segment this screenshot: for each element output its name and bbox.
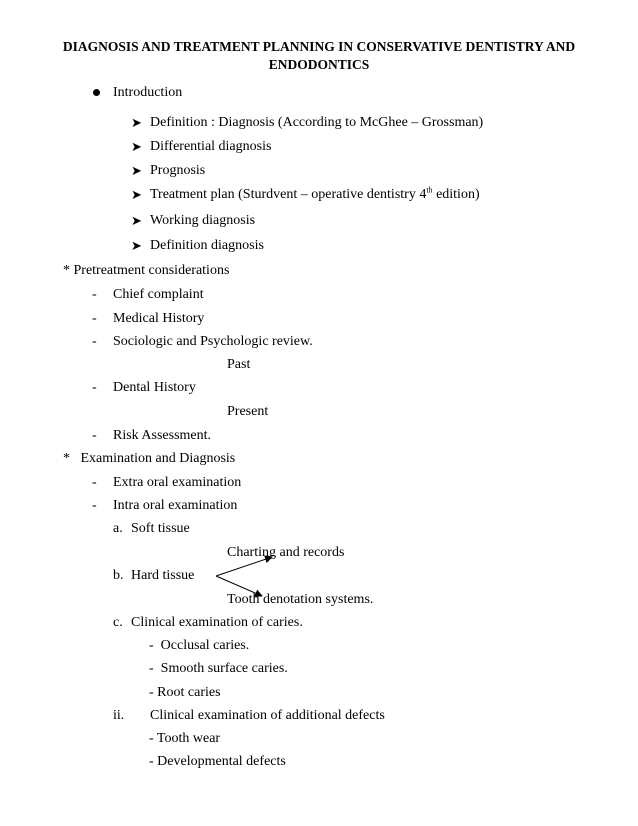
intro-item-prognosis: Prognosis xyxy=(150,163,206,178)
arrow-bullet-icon: ➤ xyxy=(131,163,142,178)
dash-marker: - xyxy=(92,311,97,326)
list-marker-ii: ii. xyxy=(113,708,125,723)
examination-heading: * Examination and Diagnosis xyxy=(63,451,236,466)
chief-complaint: Chief complaint xyxy=(113,287,204,302)
root-caries: - Root caries xyxy=(149,685,221,700)
extra-oral-examination: Extra oral examination xyxy=(113,475,242,490)
treatment-plan-text: Treatment plan (Sturdvent – operative dentistry 4 xyxy=(150,187,427,202)
arrow-bullet-icon: ➤ xyxy=(131,238,142,253)
medical-history: Medical History xyxy=(113,311,205,326)
developmental-defects: - Developmental defects xyxy=(149,754,286,769)
past-label: Past xyxy=(227,357,251,372)
occlusal-caries: - Occlusal caries. xyxy=(149,638,250,653)
arrow-bullet-icon: ➤ xyxy=(131,115,142,130)
pretreatment-heading: * Pretreatment considerations xyxy=(63,263,230,278)
dash-marker: - xyxy=(92,498,97,513)
smooth-surface-caries: - Smooth surface caries. xyxy=(149,661,288,676)
present-label: Present xyxy=(227,404,269,419)
list-marker-c: c. xyxy=(113,615,123,630)
risk-assessment: Risk Assessment. xyxy=(113,428,212,443)
arrow-bullet-icon: ➤ xyxy=(131,187,142,202)
arrow-to-tooth-denotation xyxy=(216,576,262,596)
list-marker-b: b. xyxy=(113,568,124,583)
dash-marker: - xyxy=(92,428,97,443)
arrow-to-charting xyxy=(216,557,272,576)
arrow-bullet-icon: ➤ xyxy=(131,139,142,154)
arrow-bullet-icon: ➤ xyxy=(131,213,142,228)
intro-label: Introduction xyxy=(113,85,183,100)
intro-item-definition-diagnosis: Definition diagnosis xyxy=(150,238,264,253)
treatment-plan-superscript: th xyxy=(426,185,433,195)
dash-marker: - xyxy=(92,475,97,490)
intra-oral-examination: Intra oral examination xyxy=(113,498,238,513)
page-title: DIAGNOSIS AND TREATMENT PLANNING IN CONSERVATIVE DENTISTRY AND ENDODONTICS xyxy=(62,39,576,72)
soft-tissue: Soft tissue xyxy=(131,521,190,536)
additional-defects: Clinical examination of additional defects xyxy=(150,708,385,723)
dash-marker: - xyxy=(92,334,97,349)
hard-tissue: Hard tissue xyxy=(131,568,195,583)
dash-marker: - xyxy=(92,287,97,302)
intro-item-working: Working diagnosis xyxy=(150,213,256,228)
dash-marker: - xyxy=(92,380,97,395)
tooth-denotation: Tooth denotation systems. xyxy=(227,592,374,607)
treatment-plan-suffix: edition) xyxy=(432,187,480,202)
intro-item-definition: Definition : Diagnosis (According to McGhee – Grossman) xyxy=(150,115,484,130)
charting-records: Charting and records xyxy=(227,545,345,560)
clinical-caries: Clinical examination of caries. xyxy=(131,615,303,630)
sociologic-review: Sociologic and Psychologic review. xyxy=(113,334,313,349)
tooth-wear: - Tooth wear xyxy=(149,731,221,746)
list-marker-a: a. xyxy=(113,521,123,536)
intro-item-differential: Differential diagnosis xyxy=(150,139,272,154)
dental-history: Dental History xyxy=(113,380,196,395)
